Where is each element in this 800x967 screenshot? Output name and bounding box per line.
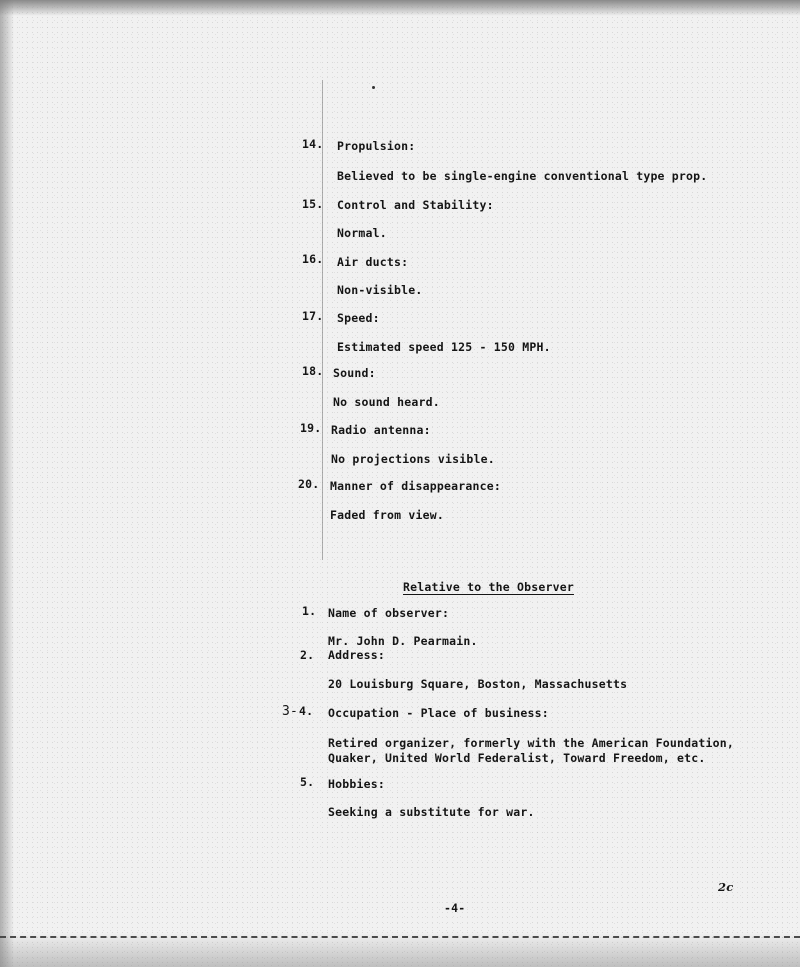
item-number: 2. [300,648,315,662]
item-answer: Non-visible. [337,283,423,297]
item-label: Manner of disappearance: [330,479,501,493]
item-number: 16. [302,252,324,266]
page-number: -4- [444,901,466,915]
item-number: 18. [302,364,324,378]
item-answer: No sound heard. [333,395,440,409]
item-answer: Retired organizer, formerly with the American Foundation, [328,736,735,750]
scan-edge-top [0,0,800,16]
item-answer: Normal. [337,226,387,240]
item-label: Propulsion: [337,139,416,153]
page-bottom-dashed-line [0,936,800,938]
item-number: 4. [299,704,314,718]
item-number: 1. [302,604,317,618]
corner-mark: 2c [718,880,734,894]
section-heading: Relative to the Observer [403,580,574,594]
item-number: 19. [300,421,322,435]
item-label: Address: [328,648,385,662]
item-label: Air ducts: [337,255,409,269]
item-number: 14. [302,137,324,151]
item-answer: Estimated speed 125 - 150 MPH. [337,340,551,354]
item-label: Occupation - Place of business: [328,706,549,720]
item-answer: Believed to be single-engine conventional type prop. [337,169,708,183]
item-number: 5. [300,775,315,789]
item-answer: No projections visible. [331,452,495,466]
item-answer: 20 Louisburg Square, Boston, Massachusetts [328,677,628,691]
item-number: 20. [298,477,320,491]
item-label: Sound: [333,366,376,380]
ink-speck [372,86,375,89]
item-number: 15. [302,197,324,211]
item-answer: Mr. John D. Pearmain. [328,634,478,648]
scan-edge-left [0,0,14,967]
item-label: Control and Stability: [337,198,494,212]
item-answer: Quaker, United World Federalist, Toward Freedom, etc. [328,751,706,765]
item-number: 17. [302,309,324,323]
item-label: Speed: [337,311,380,325]
item-answer: Seeking a substitute for war. [328,805,535,819]
handwritten-correction: 3- [282,704,299,719]
item-answer: Faded from view. [330,508,444,522]
item-label: Name of observer: [328,606,450,620]
item-label: Hobbies: [328,777,385,791]
item-label: Radio antenna: [331,423,431,437]
